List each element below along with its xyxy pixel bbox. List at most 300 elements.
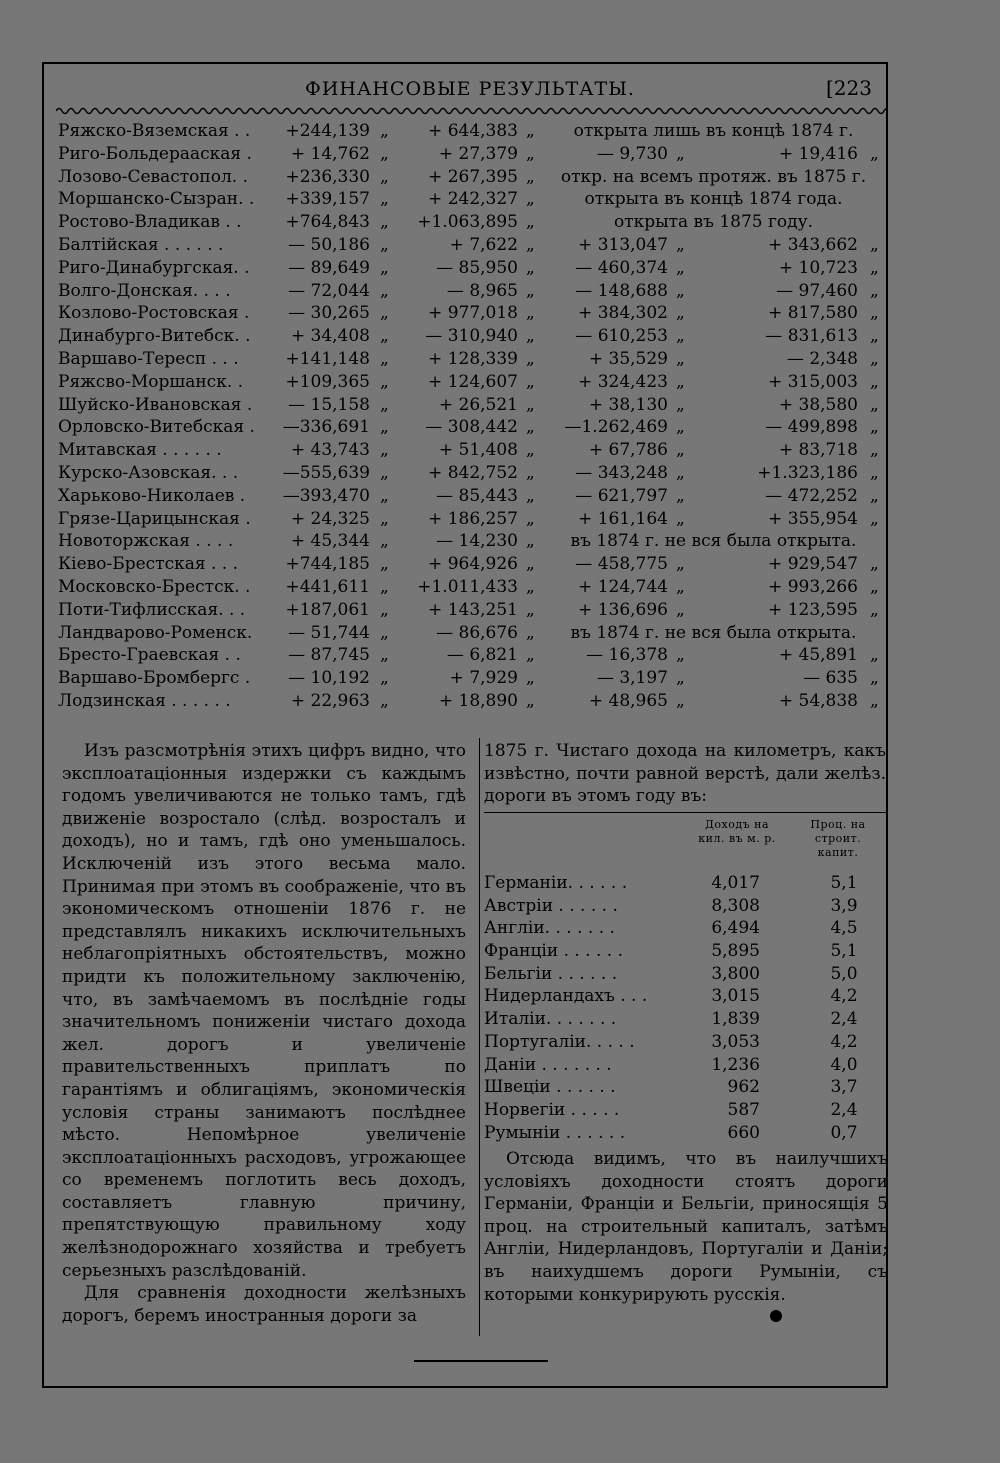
value-2: — 310,940 — [425, 326, 518, 347]
table-row — [484, 1099, 888, 1122]
ditto-mark: „ — [380, 326, 389, 347]
value-2: + 51,408 — [438, 440, 518, 461]
income-value: 1,236 — [711, 1054, 760, 1075]
country-name: Нидерландахъ . . . — [484, 986, 648, 1007]
railway-name: Лодзинская . . . . . . — [58, 690, 231, 711]
percent-value: 5,0 — [830, 963, 858, 984]
ditto-mark: „ — [870, 508, 879, 529]
ditto-mark: „ — [380, 189, 389, 210]
table-row — [484, 917, 888, 940]
table-row — [58, 667, 888, 690]
ditto-mark: „ — [380, 417, 389, 438]
railway-name: Риго-Больдерааская . — [58, 143, 252, 164]
railway-name: Ландварово-Роменск. — [58, 622, 253, 643]
railway-name: Волго-Донская. . . . — [58, 280, 231, 301]
railway-name: Лозово-Севастопол. . — [58, 166, 248, 187]
income-value: 3,800 — [711, 963, 760, 984]
country-name: Франціи . . . . . . — [484, 941, 624, 962]
value-2: + 267,395 — [428, 166, 518, 187]
value-4: — 499,898 — [765, 417, 858, 438]
ditto-mark: „ — [676, 348, 685, 369]
table-row — [58, 143, 888, 166]
ditto-mark: „ — [526, 622, 535, 643]
country-name: Швеціи . . . . . . — [484, 1077, 616, 1098]
ditto-mark: „ — [380, 121, 389, 141]
railway-name: Динабурго-Витебск. . — [58, 326, 251, 347]
railway-name: Варшаво-Тересп . . . — [58, 348, 239, 369]
value-1: +187,061 — [285, 599, 370, 620]
value-2: + 26,521 — [438, 394, 518, 415]
ditto-mark: „ — [380, 394, 389, 415]
ditto-mark: „ — [676, 257, 685, 278]
railway-name: Поти-Тифлисская. . . — [58, 599, 246, 620]
railway-name: Бресто-Граевская . . — [58, 645, 241, 666]
table-row — [58, 416, 888, 439]
table-row — [58, 394, 888, 417]
ditto-mark: „ — [526, 121, 535, 141]
ditto-mark: „ — [870, 668, 879, 689]
value-2: + 7,622 — [449, 234, 518, 255]
table-row — [484, 1076, 888, 1099]
value-4: — 97,460 — [776, 280, 858, 301]
value-4: + 123,595 — [768, 599, 858, 620]
value-4: + 817,580 — [768, 303, 858, 324]
table-row — [58, 485, 888, 508]
value-2: — 86,676 — [436, 622, 518, 643]
value-3: — 343,248 — [575, 462, 668, 483]
ditto-mark: „ — [380, 257, 389, 278]
value-3: — 148,688 — [575, 280, 668, 301]
value-2: + 7,929 — [449, 668, 518, 689]
right-column-conclusion — [484, 1148, 888, 1306]
value-3: + 124,744 — [578, 576, 668, 597]
percent-value: 5,1 — [830, 941, 858, 962]
income-value: 6,494 — [711, 918, 760, 939]
ditto-mark: „ — [676, 234, 685, 255]
railway-name: Варшаво-Бромбергс . — [58, 668, 251, 689]
value-1: — 51,744 — [288, 622, 370, 643]
ditto-mark: „ — [526, 690, 535, 711]
value-2: + 644,383 — [428, 121, 518, 141]
value-2: + 27,379 — [438, 143, 518, 164]
table-row — [58, 553, 888, 576]
value-1: + 34,408 — [290, 326, 370, 347]
paragraph: Для сравненія доходности желѣзныхъ дорогъ, беремъ иностранныя дороги за — [62, 1283, 466, 1326]
value-3: + 35,529 — [588, 348, 668, 369]
railway-name: Козлово-Ростовская . — [58, 303, 250, 324]
table-row — [58, 280, 888, 303]
table-row — [58, 120, 888, 143]
paragraph: Отсюда видимъ, что въ наилучшихъ условіяхъ доходности стоятъ дороги Германіи, Франціи и Бельгіи, приносящія 5 проц. на строительный капиталъ, затѣмъ Англіи, Нидерландовъ, Португаліи и Даніи; въ наихудшемъ дороги Румыніи, съ которыми конкурирують русскія. — [484, 1149, 888, 1305]
end-rule — [414, 1360, 548, 1362]
value-1: +141,148 — [285, 348, 370, 369]
ditto-mark: „ — [676, 485, 685, 506]
ditto-mark: „ — [676, 462, 685, 483]
value-3: + 384,302 — [578, 303, 668, 324]
ditto-mark: „ — [380, 645, 389, 666]
ditto-mark: „ — [870, 462, 879, 483]
railway-name: Московско-Брестск. . — [58, 576, 251, 597]
percent-value: 4,5 — [830, 918, 858, 939]
value-1: +441,611 — [285, 576, 370, 597]
percent-value: 4,2 — [830, 986, 858, 1007]
income-value: 8,308 — [711, 895, 760, 916]
railway-name: Моршанско-Сызран. . — [58, 189, 255, 210]
ditto-mark: „ — [526, 668, 535, 689]
value-1: — 87,745 — [288, 645, 370, 666]
ditto-mark: „ — [676, 508, 685, 529]
value-1: +109,365 — [285, 371, 370, 392]
ditto-mark: „ — [380, 508, 389, 529]
value-3: + 313,047 — [578, 234, 668, 255]
value-2: + 242,327 — [428, 189, 518, 210]
table-row — [58, 508, 888, 531]
table-row — [58, 690, 888, 713]
table-row — [58, 325, 888, 348]
country-name: Норвегіи . . . . . — [484, 1099, 620, 1120]
ditto-mark: „ — [380, 440, 389, 461]
value-2: +1.063,895 — [417, 212, 518, 233]
page-number: [223 — [826, 76, 872, 100]
value-3: + 48,965 — [588, 690, 668, 711]
railway-name: Ряжсво-Моршанск. . — [58, 371, 244, 392]
value-2: + 186,257 — [428, 508, 518, 529]
ditto-mark: „ — [870, 554, 879, 575]
percent-column-header: Проц. на строит. капит. — [810, 818, 866, 859]
country-name: Румыніи . . . . . . — [484, 1122, 626, 1143]
value-3: — 458,775 — [575, 554, 668, 575]
table-row — [58, 166, 888, 189]
value-3: + 161,164 — [578, 508, 668, 529]
ditto-mark: „ — [676, 417, 685, 438]
income-value: 587 — [727, 1099, 760, 1120]
table-row — [484, 985, 888, 1008]
percent-value: 5,1 — [830, 873, 858, 893]
ditto-mark: „ — [870, 280, 879, 301]
ditto-mark: „ — [676, 690, 685, 711]
value-4: + 343,662 — [768, 234, 858, 255]
value-2: + 964,926 — [428, 554, 518, 575]
ditto-mark: „ — [526, 645, 535, 666]
ditto-mark: „ — [380, 280, 389, 301]
value-2: +1.011,433 — [417, 576, 518, 597]
ditto-mark: „ — [676, 143, 685, 164]
table-row — [484, 963, 888, 986]
railway-name: Грязе-Царицынская . — [58, 508, 251, 529]
value-2: — 85,443 — [436, 485, 518, 506]
value-3: + 67,786 — [588, 440, 668, 461]
ditto-mark: „ — [676, 303, 685, 324]
table-row — [58, 257, 888, 280]
table-row — [58, 576, 888, 599]
ditto-mark: „ — [676, 645, 685, 666]
value-1: +744,185 — [285, 554, 370, 575]
value-1: + 24,325 — [290, 508, 370, 529]
value-4: + 355,954 — [768, 508, 858, 529]
table-row — [58, 599, 888, 622]
value-4: + 83,718 — [778, 440, 858, 461]
value-1: —555,639 — [282, 462, 370, 483]
ditto-mark: „ — [676, 668, 685, 689]
ditto-mark: „ — [526, 280, 535, 301]
value-2: + 977,018 — [428, 303, 518, 324]
income-value: 962 — [727, 1077, 760, 1098]
ditto-mark: „ — [870, 690, 879, 711]
table-row — [58, 302, 888, 325]
ditto-mark: „ — [870, 143, 879, 164]
country-name: Германіи. . . . . . — [484, 873, 628, 893]
railway-name: Митавская . . . . . . — [58, 440, 222, 461]
ditto-mark: „ — [526, 166, 535, 187]
row-note: открыта лишь въ концѣ 1874 г. — [573, 121, 854, 141]
ditto-mark: „ — [380, 212, 389, 233]
ditto-mark: „ — [526, 212, 535, 233]
ditto-mark: „ — [526, 462, 535, 483]
value-4: — 635 — [803, 668, 858, 689]
value-4: + 929,547 — [768, 554, 858, 575]
railway-name: Ряжско-Вяземская . . — [58, 121, 251, 141]
ditto-mark: „ — [676, 440, 685, 461]
table-row — [484, 872, 888, 895]
value-1: — 30,265 — [288, 303, 370, 324]
value-4: +1.323,186 — [757, 462, 858, 483]
percent-value: 3,9 — [830, 895, 858, 916]
percent-value: 2,4 — [830, 1099, 858, 1120]
table-row — [58, 439, 888, 462]
table-row — [58, 462, 888, 485]
railway-name: Ростово-Владикав . . — [58, 212, 242, 233]
ditto-mark: „ — [870, 440, 879, 461]
ditto-mark: „ — [380, 143, 389, 164]
country-name: Италіи. . . . . . . — [484, 1009, 617, 1030]
right-column-intro: 1875 г. Чистаго дохода на километръ, какъ извѣстно, почти равной верстѣ, дали желѣз. дороги въ этомъ году въ: — [484, 741, 886, 807]
income-column-header: Доходъ на кил. въ м. р. — [698, 818, 776, 845]
value-4: + 315,003 — [768, 371, 858, 392]
railway-results-table — [58, 120, 888, 713]
ditto-mark: „ — [380, 371, 389, 392]
value-4: — 2,348 — [786, 348, 858, 369]
income-value: 1,839 — [711, 1009, 760, 1030]
table-row — [58, 188, 888, 211]
ditto-mark: „ — [526, 257, 535, 278]
table-row — [484, 1054, 888, 1077]
value-4: — 831,613 — [765, 326, 858, 347]
ditto-mark: „ — [380, 485, 389, 506]
running-header-title: ФИНАНСОВЫЕ РЕЗУЛЬТАТЫ. — [305, 78, 635, 100]
table-rule — [484, 812, 888, 813]
income-value: 4,017 — [711, 873, 760, 893]
country-name: Даніи . . . . . . . — [484, 1054, 612, 1075]
ink-dot — [770, 1310, 782, 1322]
ditto-mark: „ — [526, 143, 535, 164]
value-2: + 842,752 — [428, 462, 518, 483]
ditto-mark: „ — [526, 303, 535, 324]
ditto-mark: „ — [380, 690, 389, 711]
ditto-mark: „ — [380, 348, 389, 369]
ditto-mark: „ — [870, 576, 879, 597]
ditto-mark: „ — [870, 371, 879, 392]
value-3: — 16,378 — [586, 645, 668, 666]
table-row — [484, 895, 888, 918]
ditto-mark: „ — [526, 485, 535, 506]
percent-value: 4,0 — [830, 1054, 858, 1075]
table-row — [58, 622, 888, 645]
value-4: + 19,416 — [778, 143, 858, 164]
ditto-mark: „ — [380, 668, 389, 689]
ditto-mark: „ — [380, 166, 389, 187]
value-2: — 8,965 — [446, 280, 518, 301]
ditto-mark: „ — [380, 303, 389, 324]
value-1: + 22,963 — [290, 690, 370, 711]
country-name: Австріи . . . . . . — [484, 895, 618, 916]
value-2: + 124,607 — [428, 371, 518, 392]
value-3: — 9,730 — [596, 143, 668, 164]
table-row — [484, 1008, 888, 1031]
wavy-rule — [56, 104, 888, 118]
ditto-mark: „ — [870, 348, 879, 369]
income-value: 5,895 — [711, 941, 760, 962]
ditto-mark: „ — [526, 348, 535, 369]
income-value: 3,015 — [711, 986, 760, 1007]
percent-value: 3,7 — [830, 1077, 858, 1098]
value-2: — 14,230 — [436, 531, 518, 552]
table-row — [58, 644, 888, 667]
row-note: откр. на всемъ протяж. въ 1875 г. — [560, 166, 867, 187]
ditto-mark: „ — [526, 234, 535, 255]
value-1: + 14,762 — [290, 143, 370, 164]
value-3: + 324,423 — [578, 371, 668, 392]
value-1: — 89,649 — [288, 257, 370, 278]
ditto-mark: „ — [526, 531, 535, 552]
percent-value: 2,4 — [830, 1009, 858, 1030]
value-2: — 308,442 — [425, 417, 518, 438]
percent-value: 0,7 — [830, 1122, 858, 1143]
ditto-mark: „ — [870, 326, 879, 347]
ditto-mark: „ — [380, 576, 389, 597]
value-4: + 993,266 — [768, 576, 858, 597]
value-3: — 460,374 — [575, 257, 668, 278]
table-row — [58, 348, 888, 371]
ditto-mark: „ — [676, 554, 685, 575]
railway-name: Харьково-Николаев . — [58, 485, 246, 506]
table-row — [58, 371, 888, 394]
ditto-mark: „ — [526, 599, 535, 620]
railway-name: Балтійская . . . . . . — [58, 234, 224, 255]
value-1: +339,157 — [285, 189, 370, 210]
table-row — [58, 211, 888, 234]
ditto-mark: „ — [870, 394, 879, 415]
income-value: 660 — [727, 1122, 760, 1143]
railway-name: Курско-Азовская. . . — [58, 462, 239, 483]
value-1: +244,139 — [285, 121, 370, 141]
ditto-mark: „ — [526, 576, 535, 597]
railway-name: Новоторжская . . . . — [58, 531, 234, 552]
percent-value: 4,2 — [830, 1031, 858, 1052]
value-4: + 45,891 — [778, 645, 858, 666]
paragraph: Изъ разсмотрѣнія этихъ цифръ видно, что эксплоатаціонныя издержки съ каждымъ годомъ увеличиваются не только тамъ, гдѣ движеніе возростало (слѣд. возросталъ и доходъ), но и тамъ, гдѣ оно уменьшалось. Исключеній изъ этого весьма мало. Принимая при этомъ въ соображеніе, что въ экономическомъ отношеніи 1876 г. не представлялъ никакихъ исключительныхъ неблагопріятныхъ обстоятельствъ, можно придти къ положительному заключенію, что, въ замѣчаемомъ въ послѣдніе годы значительномъ пониженіи чистаго дохода жел. дорогъ и увеличеніе правительственныхъ приплатъ по гарантіямъ и облигаціямъ, экономическія условія страны занимаютъ послѣднее мѣсто. Непомѣрное увеличеніе эксплоатаціонныхъ расходовъ, угрожающее со временемъ поглотить весь доходъ, составляетъ главную причину, препятствующую правильному ходу желѣзнодорожнаго хозяйства и требуетъ серьезныхъ разслѣдованій. — [62, 741, 466, 1281]
value-1: —336,691 — [282, 417, 370, 438]
ditto-mark: „ — [380, 599, 389, 620]
value-3: —1.262,469 — [564, 417, 668, 438]
row-note: въ 1874 г. не вся была открыта. — [570, 622, 857, 643]
country-name: Англіи. . . . . . . — [484, 918, 615, 939]
ditto-mark: „ — [870, 599, 879, 620]
country-name: Бельгіи . . . . . . — [484, 963, 618, 984]
ditto-mark: „ — [526, 189, 535, 210]
ditto-mark: „ — [526, 371, 535, 392]
left-column-text — [62, 740, 466, 1327]
value-2: + 143,251 — [428, 599, 518, 620]
value-1: +764,843 — [285, 212, 370, 233]
table-row — [484, 940, 888, 963]
ditto-mark: „ — [870, 417, 879, 438]
railway-name: Шуйско-Ивановская . — [58, 394, 253, 415]
value-2: — 6,821 — [446, 645, 518, 666]
ditto-mark: „ — [676, 394, 685, 415]
column-divider — [479, 738, 480, 1336]
value-3: — 610,253 — [575, 326, 668, 347]
ditto-mark: „ — [526, 508, 535, 529]
income-value: 3,053 — [711, 1031, 760, 1052]
ditto-mark: „ — [380, 462, 389, 483]
table-row — [58, 530, 888, 553]
ditto-mark: „ — [676, 326, 685, 347]
ditto-mark: „ — [870, 303, 879, 324]
value-1: — 72,044 — [288, 280, 370, 301]
row-note: открыта въ 1875 году. — [613, 212, 814, 233]
ditto-mark: „ — [380, 531, 389, 552]
value-2: + 18,890 — [438, 690, 518, 711]
ditto-mark: „ — [676, 576, 685, 597]
country-comparison-table — [484, 872, 888, 1144]
ditto-mark: „ — [380, 234, 389, 255]
ditto-mark: „ — [380, 554, 389, 575]
value-1: — 15,158 — [288, 394, 370, 415]
ditto-mark: „ — [870, 645, 879, 666]
ditto-mark: „ — [870, 485, 879, 506]
country-name: Португаліи. . . . . — [484, 1031, 635, 1052]
value-3: — 3,197 — [596, 668, 668, 689]
value-4: + 38,580 — [778, 394, 858, 415]
value-1: — 50,186 — [288, 234, 370, 255]
ditto-mark: „ — [870, 257, 879, 278]
ditto-mark: „ — [526, 326, 535, 347]
value-1: + 43,743 — [290, 440, 370, 461]
railway-name: Орловско-Витебская . — [58, 417, 255, 438]
ditto-mark: „ — [526, 394, 535, 415]
value-1: + 45,344 — [290, 531, 370, 552]
value-1: +236,330 — [285, 166, 370, 187]
value-3: + 136,696 — [578, 599, 668, 620]
ditto-mark: „ — [676, 371, 685, 392]
value-2: — 85,950 — [436, 257, 518, 278]
value-2: + 128,339 — [428, 348, 518, 369]
row-note: въ 1874 г. не вся была открыта. — [570, 531, 857, 552]
value-1: —393,470 — [282, 485, 370, 506]
ditto-mark: „ — [676, 280, 685, 301]
ditto-mark: „ — [380, 622, 389, 643]
ditto-mark: „ — [526, 554, 535, 575]
railway-name: Риго-Динабургская. . — [58, 257, 250, 278]
value-1: — 10,192 — [288, 668, 370, 689]
table-row — [484, 1122, 888, 1145]
table-row — [484, 1031, 888, 1054]
value-4: + 10,723 — [778, 257, 858, 278]
value-4: + 54,838 — [778, 690, 858, 711]
value-3: + 38,130 — [588, 394, 668, 415]
value-4: — 472,252 — [765, 485, 858, 506]
ditto-mark: „ — [870, 234, 879, 255]
